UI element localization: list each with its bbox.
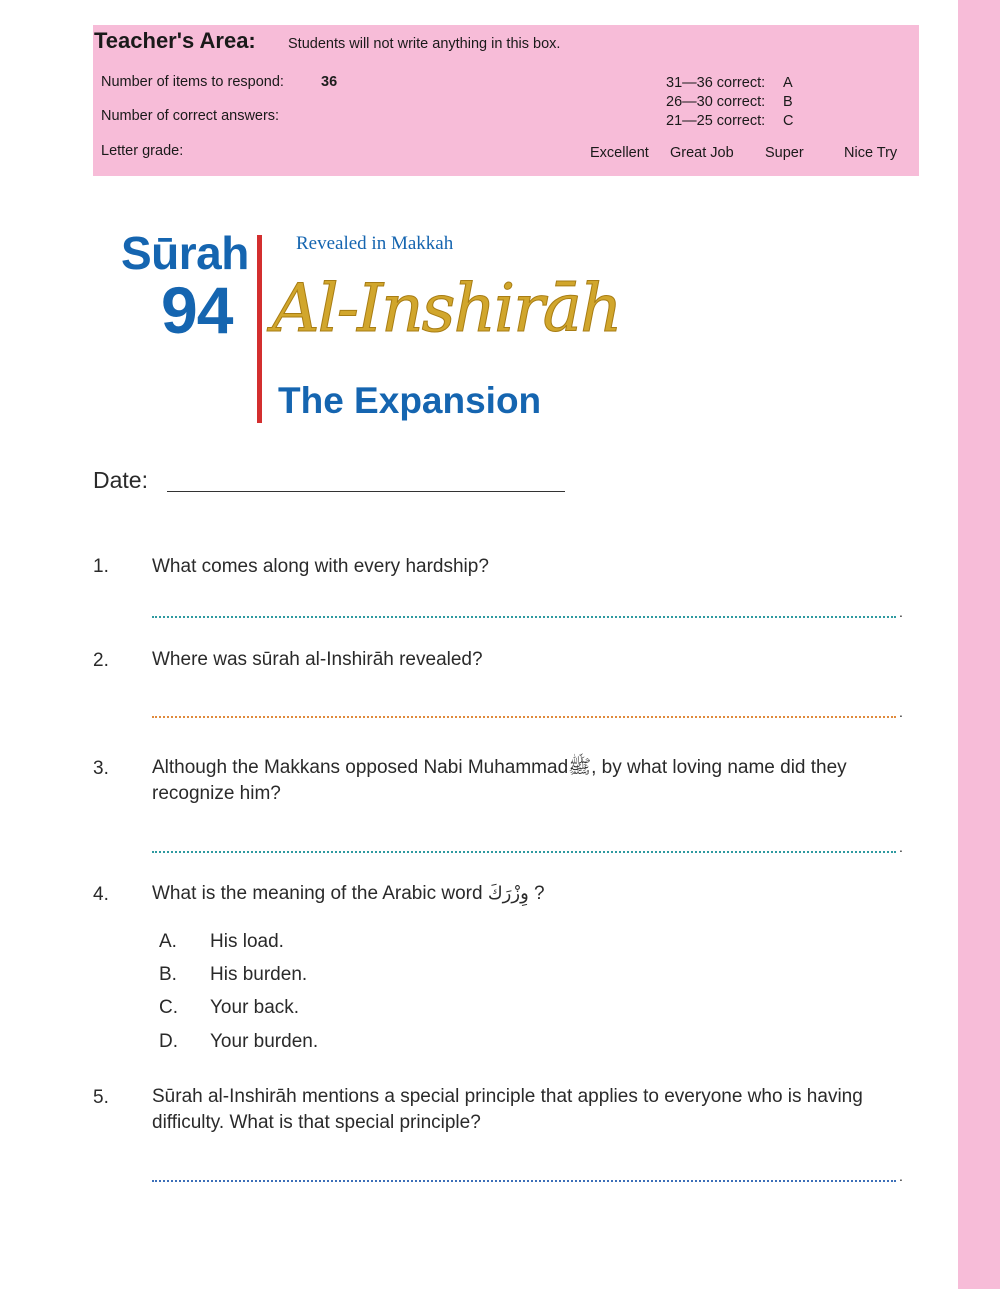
- letter-grade-label: Letter grade:: [101, 143, 184, 159]
- revealed-location: Revealed in Makkah: [296, 233, 454, 254]
- correct-answers-label: Number of correct answers:: [101, 108, 280, 124]
- grade-scale-row: [666, 94, 793, 110]
- praise-nice-try: Nice Try: [844, 145, 898, 161]
- option-text[interactable]: His load.: [210, 931, 284, 952]
- grade-range: 31—36 correct:: [666, 75, 766, 91]
- option-text[interactable]: His burden.: [210, 964, 308, 985]
- grade-range: 21—25 correct:: [666, 113, 766, 129]
- grade-scale-row: [666, 113, 793, 129]
- grade-letter: C: [783, 113, 794, 129]
- option-letter: C.: [159, 997, 178, 1018]
- question-text-part: What is the meaning of the Arabic word: [152, 883, 488, 904]
- date-label: Date:: [93, 467, 148, 493]
- items-value: 36: [321, 74, 338, 90]
- praise-great-job: Great Job: [670, 145, 734, 161]
- question-number: 2.: [93, 650, 109, 671]
- question-number: 5.: [93, 1087, 109, 1108]
- answer-line-end: .: [899, 839, 903, 855]
- surah-number: 94: [161, 273, 233, 347]
- option-letter: A.: [159, 931, 177, 952]
- praise-excellent: Excellent: [590, 145, 649, 161]
- answer-line-end: .: [899, 1168, 903, 1184]
- surah-meaning: The Expansion: [278, 380, 542, 421]
- date-field[interactable]: [167, 491, 565, 492]
- grade-letter: A: [783, 75, 793, 91]
- question-text-part: ?: [528, 883, 545, 904]
- items-label: Number of items to respond:: [101, 74, 284, 90]
- option-letter: D.: [159, 1031, 178, 1052]
- question-text: Sūrah al-Inshirāh mentions a special principle that applies to everyone who is having difficulty. What is that special principle?: [152, 1086, 863, 1133]
- teacher-area-title: Teacher's Area:: [94, 28, 256, 53]
- question-text: Although the Makkans opposed Nabi Muhammadﷺ, by what loving name did they recognize him?: [152, 757, 847, 804]
- surah-name: Al-Inshirāh: [272, 270, 621, 347]
- answer-line-end: .: [899, 704, 903, 720]
- answer-line[interactable]: [152, 716, 896, 718]
- grade-range: 26—30 correct:: [666, 94, 766, 110]
- grade-scale-row: [666, 75, 793, 91]
- answer-line[interactable]: [152, 616, 896, 618]
- question-text: [152, 881, 912, 907]
- question-text: Where was sūrah al-Inshirāh revealed?: [152, 649, 483, 670]
- question-number: 1.: [93, 556, 109, 577]
- teacher-area-note: Students will not write anything in this box.: [288, 36, 561, 52]
- side-color-strip: [958, 0, 1000, 1289]
- surah-word: Sūrah: [121, 227, 249, 279]
- question-text: What comes along with every hardship?: [152, 556, 489, 577]
- question-number: 3.: [93, 758, 109, 779]
- option-text[interactable]: Your burden.: [210, 1031, 319, 1052]
- question-number: 4.: [93, 884, 109, 905]
- grade-letter: B: [783, 94, 793, 110]
- praise-super: Super: [765, 145, 804, 161]
- answer-line[interactable]: [152, 851, 896, 853]
- answer-line-end: .: [899, 604, 903, 620]
- option-text[interactable]: Your back.: [210, 997, 300, 1018]
- teacher-area-box: [93, 25, 919, 176]
- answer-line[interactable]: [152, 1180, 896, 1182]
- title-divider: [257, 235, 262, 423]
- arabic-word: وِزْرَكَ: [487, 883, 529, 904]
- option-letter: B.: [159, 964, 177, 985]
